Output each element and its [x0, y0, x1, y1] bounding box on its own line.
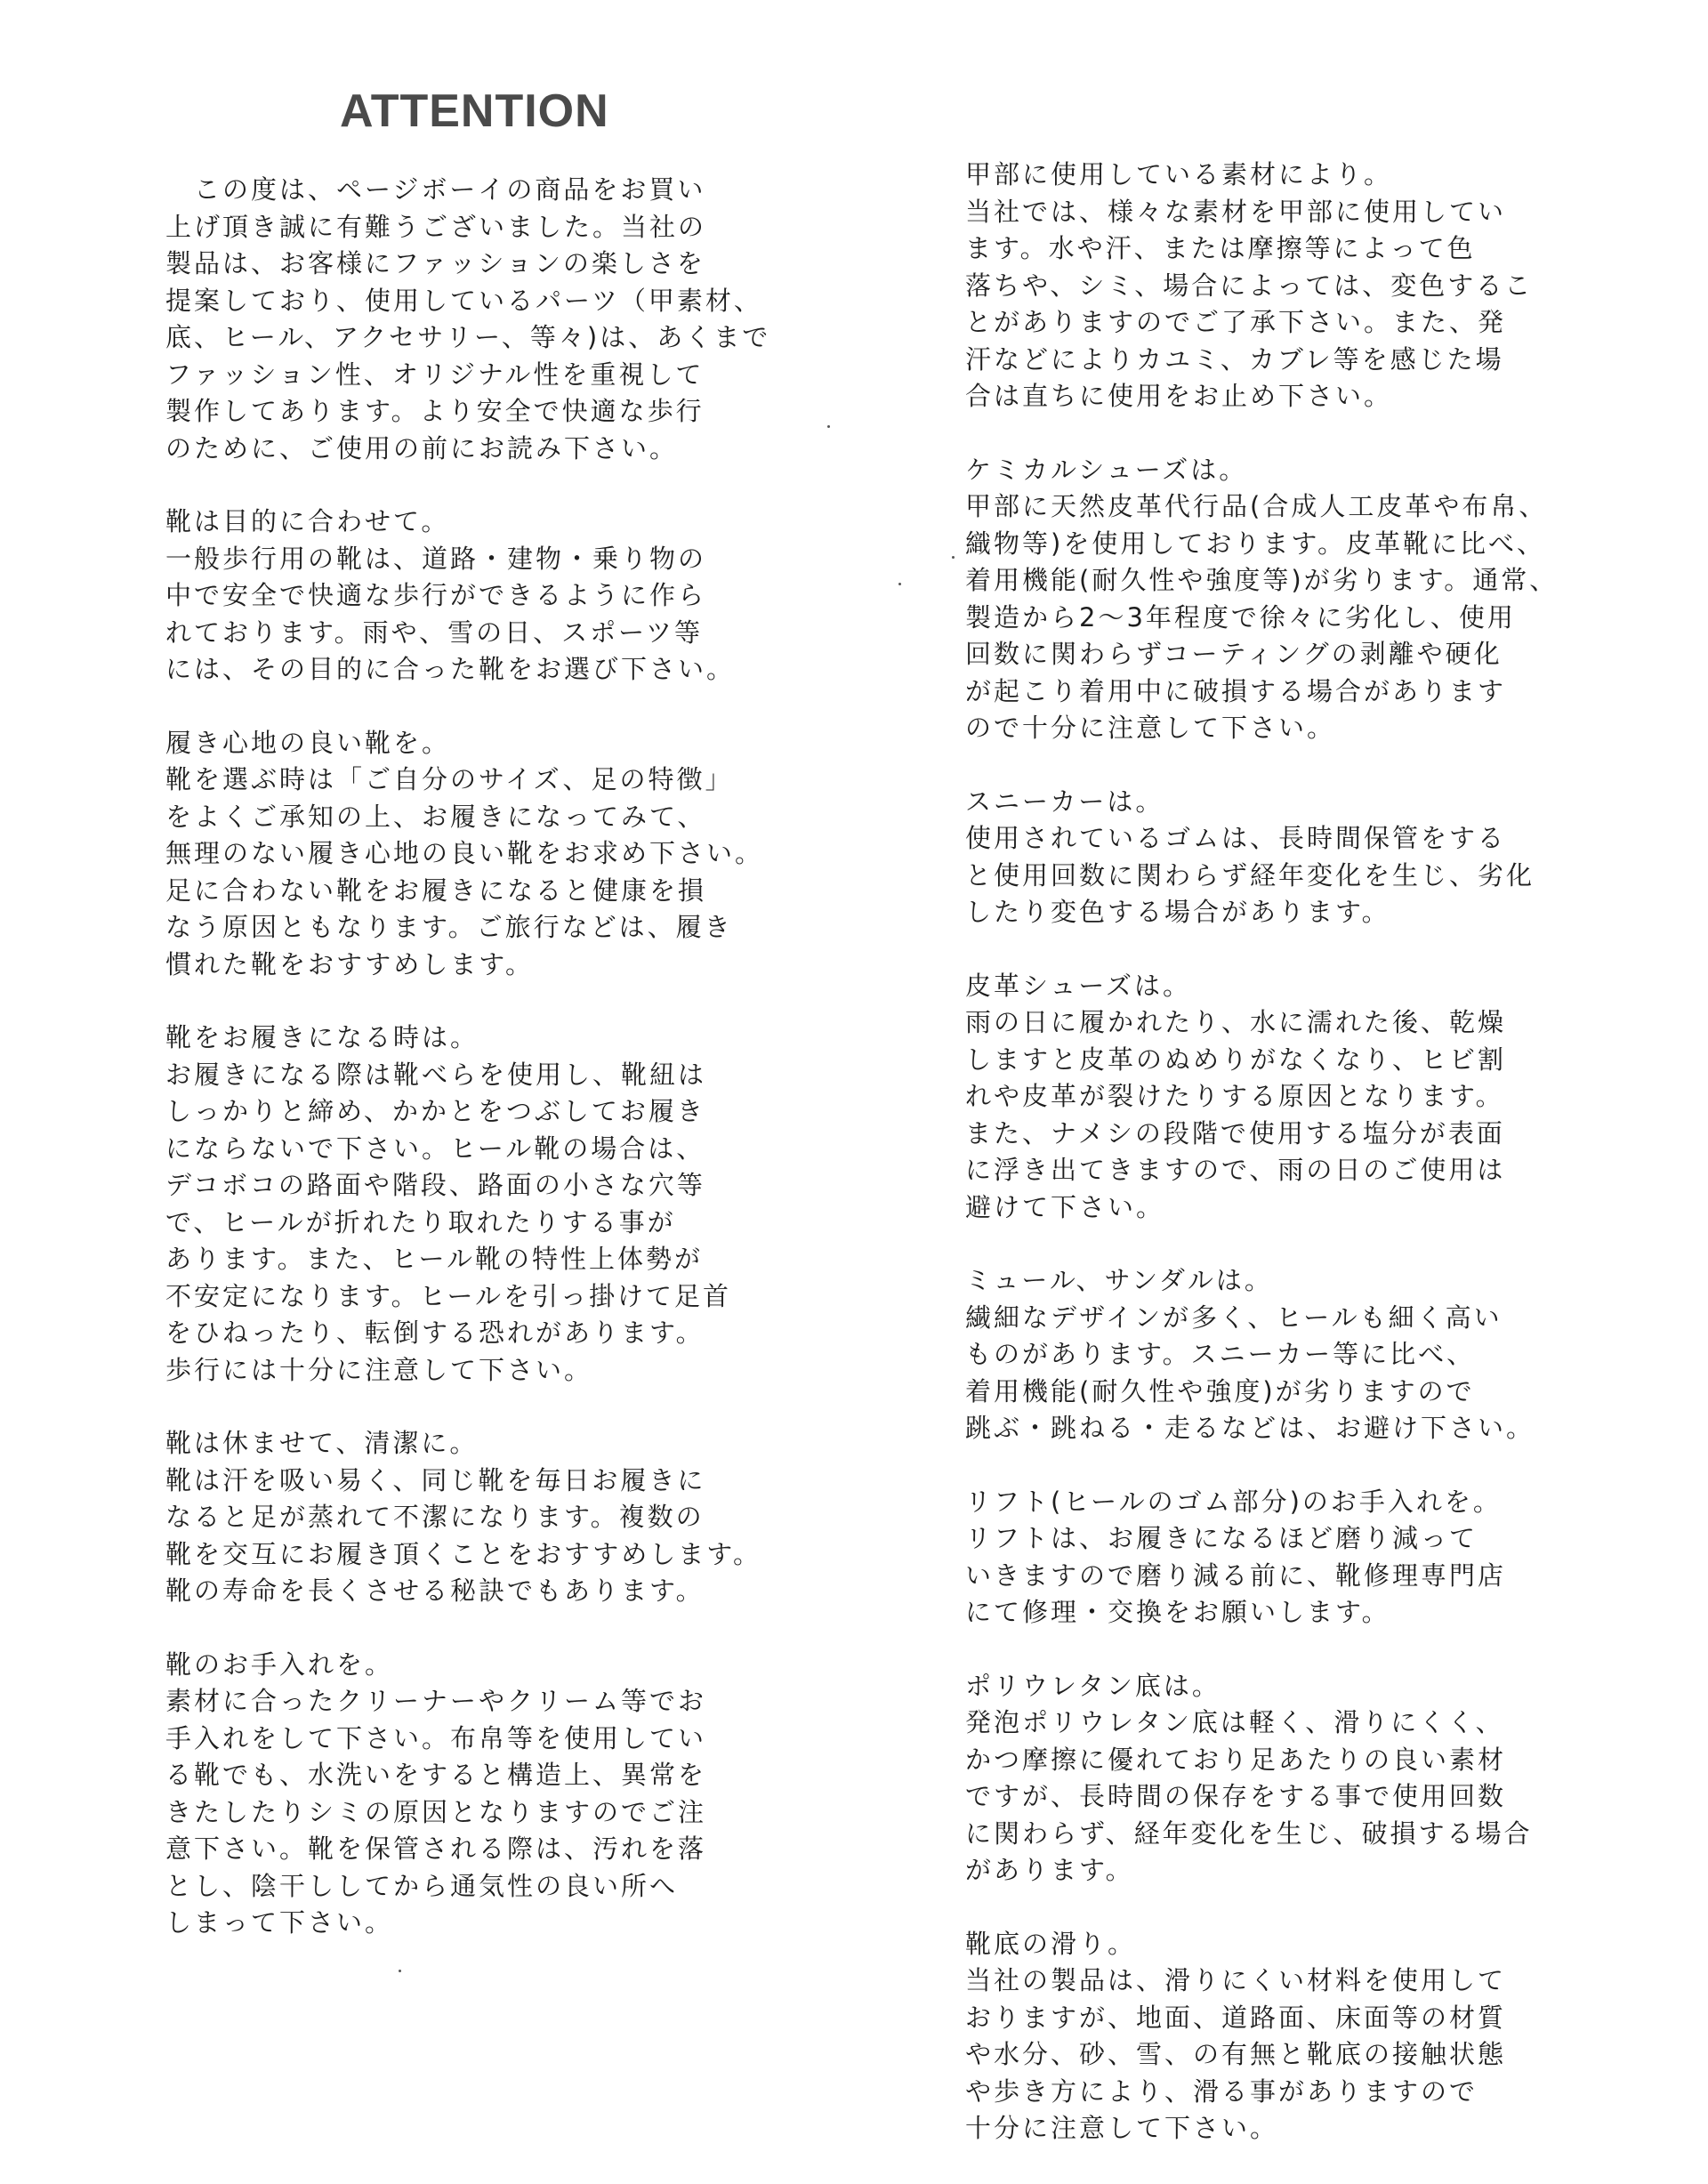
- section-line: 素材に合ったクリーナーやクリーム等でお: [165, 1686, 707, 1716]
- section-line: 発泡ポリウレタン底は軽く、滑りにくく、: [965, 1707, 1504, 1737]
- left-column: [165, 172, 788, 1978]
- section-line: には、その目的に合った靴をお選び下さい。: [165, 654, 736, 684]
- section-line: おりますが、地面、道路面、床面等の材質: [965, 2002, 1507, 2033]
- section-line: れております。雨や、雪の日、スポーツ等: [165, 617, 703, 648]
- section-line: のために、ご使用の前にお読み下さい。: [165, 432, 679, 463]
- section-line: 提案しており、使用しているパーツ（甲素材、: [165, 285, 762, 316]
- section-line: 製造から2〜3年程度で徐々に劣化し、使用: [965, 601, 1516, 633]
- section-line: 歩行には十分に注意して下さい。: [165, 1354, 593, 1385]
- section-line: また、ナメシの段階で使用する塩分が表面: [965, 1117, 1505, 1148]
- section-heading: ケミカルシューズは。: [965, 454, 1248, 485]
- right-column: [965, 157, 1588, 2184]
- section-line: 不安定になります。ヒールを引っ掛けて足首: [165, 1280, 731, 1311]
- section-line: ですが、長時間の保存をする事で使用回数: [965, 1781, 1507, 1811]
- section-line: 落ちや、シミ、場合によっては、変色するこ: [965, 270, 1534, 301]
- section-heading: 靴のお手入れを。: [165, 1648, 394, 1680]
- section-line: しまって下さい。: [165, 1907, 394, 1938]
- section-line: あります。また、ヒール靴の特性上体勢が: [165, 1244, 703, 1274]
- section-line: 靴を交互にお履き頂くことをおすすめします。: [165, 1538, 761, 1569]
- section-line: で、ヒールが折れたり取れたりする事が: [165, 1206, 676, 1237]
- section-line: 当社では、様々な素材を甲部に使用してい: [965, 196, 1507, 227]
- section-line: れや皮革が裂けたりする原因となります。: [965, 1081, 1504, 1111]
- section-line: 製作してあります。より安全で快適な歩行: [165, 396, 705, 426]
- section-line: 汗などによりカユミ、カブレ等を感じた場: [965, 343, 1504, 375]
- section-line: この度は、ページボーイの商品をお買い: [165, 174, 706, 205]
- section-line: にて修理・交換をお願いします。: [965, 1597, 1390, 1627]
- section-line: 製品は、お客様にファッションの楽しさを: [165, 248, 705, 278]
- section-line: しっかりと締め、かかとをつぶしてお履き: [165, 1096, 705, 1126]
- notice-section: [165, 1019, 788, 1389]
- section-line: に関わらず、経年変化を生じ、破損する場合: [965, 1817, 1533, 1849]
- section-line: デコボコの路面や階段、路面の小さな穴等: [165, 1170, 705, 1200]
- section-line: 慣れた靴をおすすめします。: [165, 948, 534, 979]
- section-line: ます。水や汗、または摩擦等によって色: [965, 233, 1476, 263]
- section-line: 無理のない履き心地の良い靴をお求め下さい。: [165, 838, 764, 868]
- section-line: ので十分に注意して下さい。: [965, 713, 1336, 743]
- section-line: なう原因ともなります。ご旅行などは、履き: [165, 912, 733, 942]
- section-heading: ポリウレタン底は。: [965, 1670, 1221, 1701]
- section-line: 底、ヒール、アクセサリー、等々)は、あくまで: [165, 322, 771, 352]
- section-line: 靴の寿命を長くさせる秘訣でもあります。: [165, 1576, 705, 1606]
- notice-section: [965, 157, 1588, 415]
- section-line: 中で安全で快適な歩行ができるように作ら: [165, 580, 707, 610]
- section-line: や水分、砂、雪、の有無と靴底の接触状態: [965, 2039, 1507, 2069]
- section-line: 織物等)を使用しております。皮革靴に比べ、: [965, 528, 1545, 559]
- section-line: 使用されているゴムは、長時間保管をする: [965, 823, 1507, 853]
- section-heading: 履き心地の良い靴を。: [165, 727, 451, 758]
- section-line: 回数に関わらずコーティングの剥離や硬化: [965, 639, 1503, 669]
- section-line: 十分に注意して下さい。: [965, 2113, 1279, 2143]
- section-line: 繊細なデザインが多く、ヒールも細く高い: [965, 1302, 1503, 1333]
- notice-section: [965, 1668, 1588, 1890]
- notice-section: [965, 1926, 1588, 2148]
- scan-speck: [827, 425, 830, 428]
- section-line: 足に合わない靴をお履きになると健康を損: [165, 874, 707, 906]
- section-line: と使用回数に関わらず経年変化を生じ、劣化: [965, 859, 1535, 891]
- notice-section: [965, 1262, 1588, 1447]
- section-line: しますと皮革のぬめりがなくなり、ヒビ割: [965, 1044, 1507, 1075]
- notice-section: [965, 452, 1588, 747]
- section-line: お履きになる際は靴べらを使用し、靴紐は: [165, 1059, 707, 1090]
- section-heading: 靴をお履きになる時は。: [165, 1022, 479, 1052]
- section-heading: 靴は休ませて、清潔に。: [165, 1428, 479, 1458]
- section-line: 甲部に天然皮革代行品(合成人工皮革や布帛、: [965, 491, 1548, 521]
- section-line: 靴は汗を吸い易く、同じ靴を毎日お履きに: [165, 1464, 706, 1495]
- section-line: をひねったり、転倒する恐れがあります。: [165, 1318, 705, 1348]
- section-heading: 甲部に使用している素材により。: [965, 159, 1393, 189]
- section-line: 靴を選ぶ時は「ご自分のサイズ、足の特徴」: [165, 764, 734, 794]
- section-line: 着用機能(耐久性や強度等)が劣ります。通常、: [965, 565, 1559, 595]
- scan-speck: [898, 583, 901, 585]
- notice-section: [965, 784, 1588, 931]
- section-line: 当社の製品は、滑りにくい材料を使用して: [965, 1965, 1507, 1995]
- scan-speck: [952, 556, 955, 559]
- section-line: ファッション性、オリジナル性を重視して: [165, 359, 705, 390]
- scan-speck: [399, 1970, 401, 1972]
- section-heading: 靴底の滑り。: [965, 1928, 1137, 1959]
- section-heading: スニーカーは。: [965, 786, 1164, 817]
- section-line: や歩き方により、滑る事がありますので: [965, 2075, 1478, 2107]
- section-line: をよくご承知の上、お履きになってみて、: [165, 801, 706, 832]
- section-line: 合は直ちに使用をお止め下さい。: [965, 381, 1393, 411]
- section-heading: ミュール、サンダルは。: [965, 1265, 1273, 1295]
- section-line: 上げ頂き誠に有難うございました。当社の: [165, 211, 707, 242]
- section-line: 意下さい。靴を保管される際は、汚れを落: [165, 1833, 707, 1864]
- section-line: とがありますのでご了承下さい。また、発: [965, 307, 1507, 337]
- section-line: かつ摩擦に優れており足あたりの良い素材: [965, 1744, 1507, 1775]
- section-heading: 靴は目的に合わせて。: [165, 506, 450, 536]
- notice-section: [965, 1484, 1588, 1632]
- notice-section: [165, 1425, 788, 1610]
- section-line: 跳ぶ・跳ねる・走るなどは、お避け下さい。: [965, 1413, 1535, 1443]
- section-line: に浮き出てきますので、雨の日のご使用は: [965, 1155, 1506, 1185]
- section-heading: リフト(ヒールのゴム部分)のお手入れを。: [965, 1486, 1502, 1517]
- section-line: 雨の日に履かれたり、水に濡れた後、乾燥: [965, 1007, 1507, 1037]
- section-line: 避けて下さい。: [965, 1191, 1165, 1222]
- section-line: る靴でも、水洗いをすると構造上、異常を: [165, 1760, 707, 1790]
- section-line: きたしたりシミの原因となりますのでご注: [165, 1796, 707, 1827]
- notice-section: [165, 1647, 788, 1942]
- section-line: なると足が蒸れて不潔になります。複数の: [165, 1502, 705, 1532]
- section-line: いきますので磨り減る前に、靴修理専門店: [965, 1559, 1507, 1591]
- section-line: 手入れをして下さい。布帛等を使用してい: [165, 1722, 707, 1753]
- notice-section: [965, 968, 1588, 1227]
- section-line: ものがあります。スニーカー等に比べ、: [965, 1339, 1476, 1369]
- page-title: ATTENTION: [340, 85, 609, 137]
- notice-section: [165, 172, 788, 467]
- section-line: があります。: [965, 1855, 1134, 1885]
- section-line: 一般歩行用の靴は、道路・建物・乗り物の: [165, 543, 707, 574]
- notice-section: [165, 504, 788, 689]
- section-heading: 皮革シューズは。: [965, 970, 1191, 1001]
- section-line: 着用機能(耐久性や強度)が劣りますので: [965, 1375, 1475, 1406]
- section-line: したり変色する場合があります。: [965, 897, 1390, 927]
- section-line: が起こり着用中に破損する場合があります: [965, 675, 1507, 706]
- notice-section: [165, 725, 788, 984]
- section-line: とし、陰干ししてから通気性の良い所へ: [165, 1870, 679, 1901]
- section-line: にならないで下さい。ヒール靴の場合は、: [165, 1132, 705, 1164]
- section-line: リフトは、お履きになるほど磨り減って: [965, 1523, 1478, 1553]
